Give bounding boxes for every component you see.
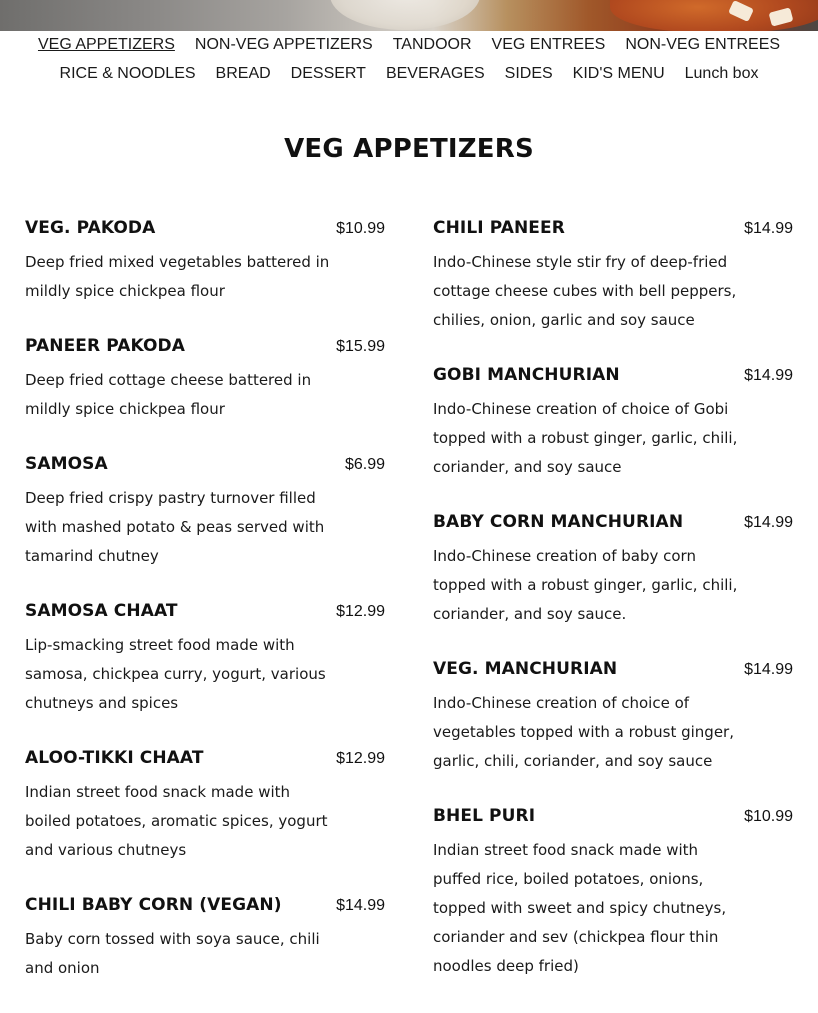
menu-item bbox=[25, 748, 385, 865]
menu-item-description: Indo-Chinese creation of choice of vegetables topped with a robust ginger, garlic, chili, coriander, and soy sauce bbox=[433, 694, 734, 770]
menu-item bbox=[25, 895, 385, 983]
menu-item bbox=[25, 454, 385, 571]
menu-item bbox=[433, 218, 793, 335]
menu-item bbox=[25, 218, 385, 306]
menu-item-price: $6.99 bbox=[344, 456, 385, 473]
menu-item-price: $14.99 bbox=[744, 220, 793, 237]
menu-item-name: BHEL PURI bbox=[433, 806, 536, 826]
category-nav-row-2 bbox=[0, 64, 818, 84]
category-nav-row-1 bbox=[0, 35, 818, 55]
menu-item-name: GOBI MANCHURIAN bbox=[433, 365, 620, 385]
nav-sides[interactable]: SIDES bbox=[504, 65, 553, 82]
nav-rice-noodles[interactable]: RICE & NOODLES bbox=[59, 65, 196, 82]
nav-tandoor[interactable]: TANDOOR bbox=[392, 36, 472, 53]
nav-beverages[interactable]: BEVERAGES bbox=[385, 65, 485, 82]
menu-item-description: Indo-Chinese creation of baby corn topped with a robust ginger, garlic, chili, coriander, and soy sauce. bbox=[433, 547, 738, 623]
menu-item bbox=[433, 806, 793, 981]
menu-item-name: SAMOSA CHAAT bbox=[25, 601, 178, 621]
menu-column-left bbox=[25, 218, 385, 1013]
menu-item-description: Deep fried crispy pastry turnover filled with mashed potato & peas served with tamarind chutney bbox=[25, 489, 325, 565]
menu-item-name: ALOO-TIKKI CHAAT bbox=[25, 748, 204, 768]
nav-dessert[interactable]: DESSERT bbox=[290, 65, 366, 82]
menu-item-price: $14.99 bbox=[744, 367, 793, 384]
nav-veg-appetizers[interactable]: VEG APPETIZERS bbox=[37, 36, 175, 53]
nav-lunch-box[interactable]: Lunch box bbox=[684, 65, 759, 82]
menu-item-description: Indo-Chinese creation of choice of Gobi topped with a robust ginger, garlic, chili, coriander, and soy sauce bbox=[433, 400, 738, 476]
hero-banner-image bbox=[0, 0, 818, 31]
menu-item-price: $12.99 bbox=[336, 750, 385, 767]
menu-item bbox=[433, 659, 793, 776]
nav-non-veg-appetizers[interactable]: NON-VEG APPETIZERS bbox=[194, 36, 373, 53]
menu-item-description: Indian street food snack made with puffed rice, boiled potatoes, onions, topped with sweet and spicy chutneys, coriander and sev (chickpea flour thin noodles deep fried) bbox=[433, 841, 727, 975]
menu-item-name: VEG. PAKODA bbox=[25, 218, 156, 238]
menu-item-description: Deep fried mixed vegetables battered in mildly spice chickpea flour bbox=[25, 253, 330, 300]
menu-item bbox=[433, 365, 793, 482]
menu-item-name: PANEER PAKODA bbox=[25, 336, 186, 356]
menu-item-price: $10.99 bbox=[744, 808, 793, 825]
nav-veg-entrees[interactable]: VEG ENTREES bbox=[491, 36, 606, 53]
menu-item-description: Indo-Chinese style stir fry of deep-fried cottage cheese cubes with bell peppers, chilies, onion, garlic and soy sauce bbox=[433, 253, 737, 329]
menu-item-price: $15.99 bbox=[336, 338, 385, 355]
menu-item bbox=[433, 512, 793, 629]
menu-item-description: Deep fried cottage cheese battered in mildly spice chickpea flour bbox=[25, 371, 312, 418]
hero-plate bbox=[330, 0, 480, 30]
menu-item-name: BABY CORN MANCHURIAN bbox=[433, 512, 684, 532]
menu-item-price: $14.99 bbox=[744, 514, 793, 531]
nav-bread[interactable]: BREAD bbox=[215, 65, 271, 82]
menu-item bbox=[25, 336, 385, 424]
menu-item-price: $14.99 bbox=[744, 661, 793, 678]
nav-kids-menu[interactable]: KID'S MENU bbox=[572, 65, 665, 82]
hero-dish bbox=[610, 0, 818, 31]
menu-item-price: $10.99 bbox=[336, 220, 385, 237]
menu-item-price: $12.99 bbox=[336, 603, 385, 620]
nav-non-veg-entrees[interactable]: NON-VEG ENTREES bbox=[625, 36, 781, 53]
section-title: VEG APPETIZERS bbox=[284, 134, 534, 164]
menu-item-name: CHILI PANEER bbox=[433, 218, 565, 238]
menu-column-right bbox=[433, 218, 793, 1011]
menu-item-description: Lip-smacking street food made with samosa, chickpea curry, yogurt, various chutneys and spices bbox=[25, 636, 326, 712]
menu-item bbox=[25, 601, 385, 718]
menu-item-name: SAMOSA bbox=[25, 454, 108, 474]
menu-item-description: Indian street food snack made with boiled potatoes, aromatic spices, yogurt and various chutneys bbox=[25, 783, 328, 859]
menu-item-price: $14.99 bbox=[336, 897, 385, 914]
menu-item-name: CHILI BABY CORN (VEGAN) bbox=[25, 895, 282, 915]
menu-item-description: Baby corn tossed with soya sauce, chili and onion bbox=[25, 930, 320, 977]
menu-item-name: VEG. MANCHURIAN bbox=[433, 659, 618, 679]
